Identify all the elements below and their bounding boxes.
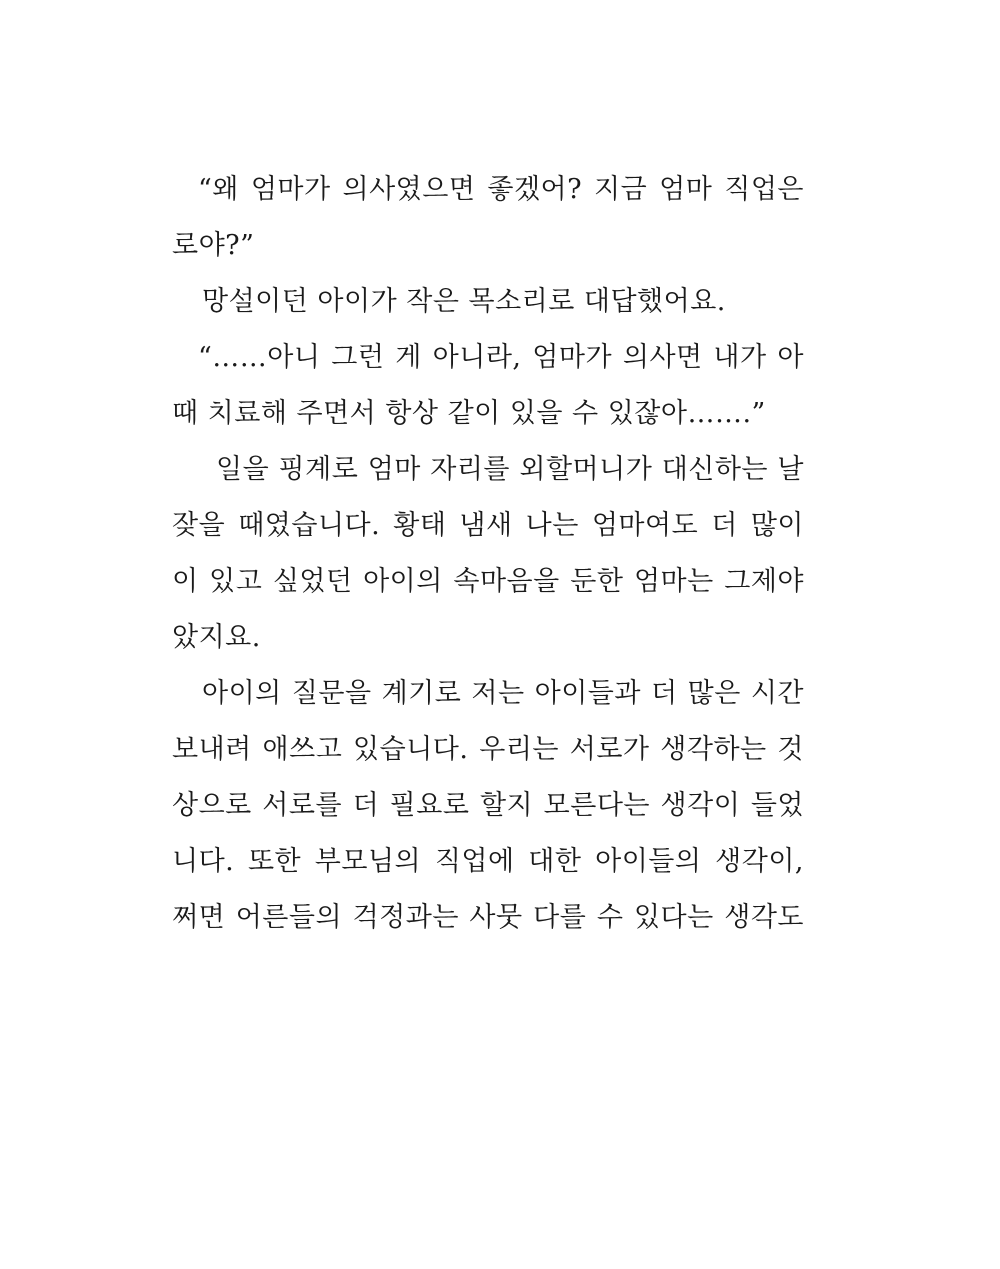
text-line: 이 있고 싶었던 아이의 속마음을 둔한 엄마는 그제야 [172, 566, 804, 597]
text-line: “왜 엄마가 의사였으면 좋겠어? 지금 엄마 직업은 [198, 174, 804, 205]
text-line: 잦을 때였습니다. 황태 냄새 나는 엄마여도 더 많이 [172, 510, 804, 541]
text-line: 상으로 서로를 더 필요로 할지 모른다는 생각이 들었 [172, 790, 804, 821]
text-line: 보내려 애쓰고 있습니다. 우리는 서로가 생각하는 것 [172, 734, 804, 765]
paragraph-4 [172, 442, 804, 666]
text-line: 로야?” [172, 230, 255, 261]
text-line: 망설이던 아이가 작은 목소리로 대답했어요. [202, 286, 726, 317]
paragraph-1 [172, 162, 804, 274]
body-text [172, 162, 804, 946]
text-line: “……아니 그런 게 아니라, 엄마가 의사면 내가 아 [198, 342, 804, 373]
text-line: 때 치료해 주면서 항상 같이 있을 수 있잖아…….” [172, 398, 766, 429]
text-line: 아이의 질문을 계기로 저는 아이들과 더 많은 시간 [202, 678, 804, 709]
paragraph-5 [172, 666, 804, 946]
text-line: 일을 핑계로 엄마 자리를 외할머니가 대신하는 날 [216, 454, 804, 485]
text-line: 았지요. [172, 622, 261, 653]
paragraph-2 [172, 274, 804, 330]
paragraph-3 [172, 330, 804, 442]
text-line: 쩌면 어른들의 걱정과는 사뭇 다를 수 있다는 생각도 [172, 902, 804, 933]
text-line: 니다. 또한 부모님의 직업에 대한 아이들의 생각이, [172, 846, 804, 877]
